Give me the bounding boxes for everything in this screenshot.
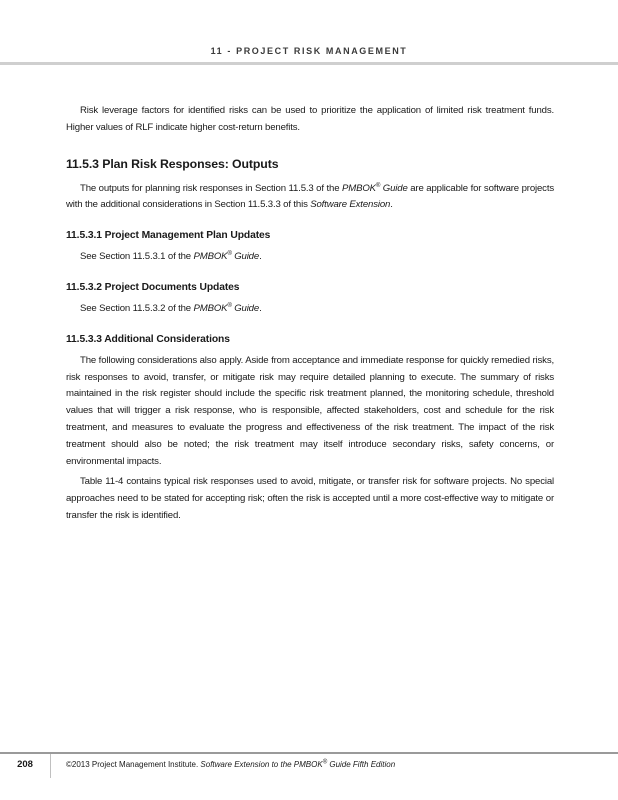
page-content [66,103,554,525]
footer-rule [0,752,618,754]
table-reference-paragraph: Table 11-4 contains typical risk responses used to avoid, mitigate, or transfer risk for software projects. No special approaches need to be stated for accepting risk; often the risk is accepted until a more cost-effective way to mitigate or transfer the risk is identified. [66,476,554,521]
pm-plan-updates-reference: See Section 11.5.3.1 of the PMBOK® Guide. [80,251,262,263]
documents-updates-reference: See Section 11.5.3.2 of the PMBOK® Guide. [80,302,262,314]
header-rule [0,62,618,65]
section-heading-11-5-3-3: 11.5.3.3 Additional Considerations [66,333,230,345]
section-heading-11-5-3: 11.5.3 Plan Risk Responses: Outputs [66,156,279,171]
footer-copyright: ©2013 Project Management Institute. Software Extension to the PMBOK® Guide Fifth Edition [66,759,396,769]
section-heading-11-5-3-1: 11.5.3.1 Project Management Plan Updates [66,230,271,242]
footer-divider [50,754,51,778]
chapter-header: 11 - PROJECT RISK MANAGEMENT [210,46,408,56]
page-number: 208 [17,759,33,770]
intro-paragraph: Risk leverage factors for identified risks can be used to prioritize the application of limited risk treatment funds. Higher values of RLF indicate higher cost-return benefits. [66,105,554,133]
section-heading-11-5-3-2: 11.5.3.2 Project Documents Updates [66,281,240,293]
outputs-paragraph: The outputs for planning risk responses in Section 11.5.3 of the PMBOK® Guide are applicable for software projects with the additional considerations in Section 11.5.3.3 of this Software Extension. [66,182,554,211]
considerations-paragraph: The following considerations also apply. Aside from acceptance and immediate response for quickly remedied risks, risk responses to avoid, transfer, or mitigate risk may require detailed planning to execute. The summary of risks maintained in the risk register should include the specific risk treatment planned, the monitoring schedule, threshold values that will trigger a risk response, who is responsible, affected stakeholders, cost and schedule for the risk treatment, and measures to evaluate the progress and effectiveness of the risk treatment. The impact of the risk treatment should also be noted; the risk treatment may itself introduce secondary risks, safety concerns, or environmental impacts. [66,354,554,467]
